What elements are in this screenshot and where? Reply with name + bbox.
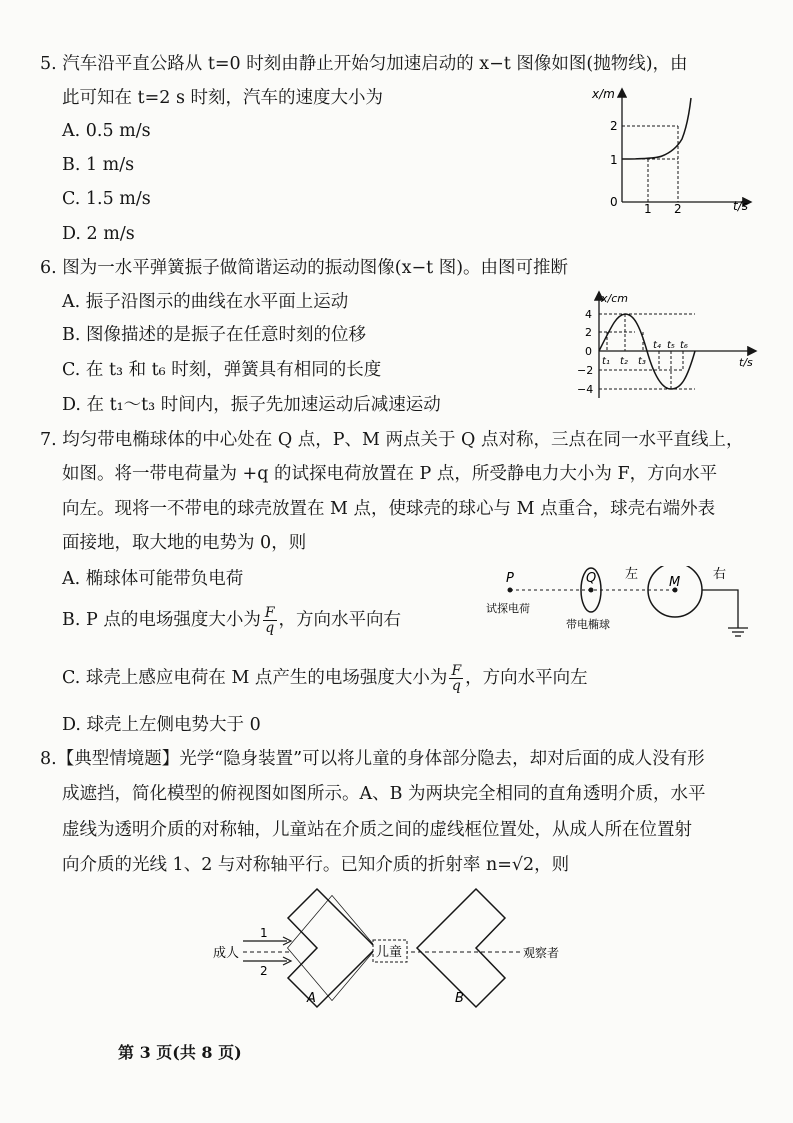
q6-vibration-graph — [575, 288, 760, 408]
q6-option-c[interactable]: C. 在 t₃ 和 t₆ 时刻，弹簧具有相同的长度 — [62, 360, 382, 380]
q7-label-m: M — [669, 575, 681, 590]
q7-option-c[interactable] — [62, 664, 588, 693]
q8-label-ray2: 2 — [260, 964, 268, 978]
q7-label-p: P — [506, 571, 514, 586]
q8-invisibility-diagram — [205, 885, 595, 1010]
q7-option-c-text: C. 球壳上感应电荷在 M 点产生的电场强度大小为 — [62, 668, 448, 688]
q5-xt-graph — [590, 84, 760, 214]
q7-point-p — [508, 588, 513, 593]
q6-t6: t₆ — [680, 340, 688, 351]
q8-medium-b — [417, 889, 505, 1007]
q6-option-b[interactable]: B. 图像描述的是振子在任意时刻的位移 — [62, 325, 366, 345]
q6-t5: t₅ — [667, 340, 675, 351]
q5-xlabel: t/s — [733, 199, 748, 213]
q5-stem-line1: 5. 汽车沿平直公路从 t=0 时刻由静止开始匀加速启动的 x−t 图像如图(抛物线)，由 — [40, 54, 688, 74]
q7-label-left: 左 — [625, 567, 639, 582]
q6-ytick-neg4: −4 — [577, 383, 594, 396]
q7-option-b-fraction: $\frac{F}{q}$ — [264, 605, 275, 636]
q8-stem-line3: 虚线为透明介质的对称轴，儿童站在介质之间的虚线框位置处，从成人所在位置射 — [62, 820, 692, 840]
q5-xtick-1: 1 — [644, 202, 652, 214]
q5-option-b[interactable]: B. 1 m/s — [62, 155, 135, 175]
q6-option-a[interactable]: A. 振子沿图示的曲线在水平面上运动 — [62, 292, 349, 312]
q7-option-c-fraction: $\frac{F}{q}$ — [451, 663, 462, 694]
q5-option-a[interactable]: A. 0.5 m/s — [62, 121, 151, 141]
q6-t4: t₄ — [653, 340, 661, 351]
q8-stem-line4: 向介质的光线 1、2 与对称轴平行。已知介质的折射率 n=√2，则 — [62, 855, 570, 875]
q8-label-a: A — [307, 991, 316, 1006]
q5-stem-line2: 此可知在 t=2 s 时刻，汽车的速度大小为 — [62, 88, 383, 108]
q6-origin: 0 — [585, 345, 592, 358]
q6-t3: t₃ — [638, 356, 646, 367]
q6-ylabel: x/cm — [601, 292, 628, 305]
q7-stem-line4: 面接地，取大地的电势为 0，则 — [62, 533, 307, 553]
q7-ground-wire — [702, 590, 738, 628]
q6-ytick-4: 4 — [585, 308, 592, 321]
q6-option-d[interactable]: D. 在 t₁～t₃ 时间内，振子先加速运动后减速运动 — [62, 395, 441, 415]
q7-label-probe: 试探电荷 — [486, 602, 530, 615]
q7-option-c-direction: ，方向水平向左 — [465, 668, 588, 688]
q8-label-b: B — [455, 991, 464, 1006]
q7-option-b-direction: ，方向水平向右 — [278, 610, 402, 630]
q7-label-ellipsoid: 带电椭球 — [566, 618, 610, 631]
q6-ytick-neg2: −2 — [577, 364, 594, 377]
q7-option-a[interactable]: A. 椭球体可能带负电荷 — [62, 569, 244, 589]
q5-ytick-1: 1 — [610, 153, 618, 167]
q6-ytick-2: 2 — [585, 326, 592, 339]
q7-field-diagram — [480, 566, 755, 646]
q5-option-c[interactable]: C. 1.5 m/s — [62, 189, 151, 209]
q6-stem: 6. 图为一水平弹簧振子做简谐运动的振动图像(x−t 图)。由图可推断 — [40, 258, 569, 278]
q8-label-adult: 成人 — [213, 946, 240, 961]
q7-point-q — [589, 588, 594, 593]
q7-stem-line3: 向左。现将一不带电的球壳放置在 M 点，使球壳的球心与 M 点重合，球壳右端外表 — [62, 499, 716, 519]
q5-origin: 0 — [610, 195, 618, 209]
q8-stem-line1: 8.【典型情境题】光学“隐身装置”可以将儿童的身体部分隐去，却对后面的成人没有形 — [40, 749, 705, 769]
q8-label-observer: 观察者 — [523, 946, 560, 960]
page-footer: 第 3 页(共 8 页) — [118, 1043, 242, 1062]
q5-xtick-2: 2 — [674, 202, 682, 214]
q5-ytick-2: 2 — [610, 119, 618, 133]
q7-stem-line1: 7. 均匀带电椭球体的中心处在 Q 点，P、M 两点关于 Q 点对称，三点在同一水平直线上， — [40, 430, 744, 450]
q7-option-b[interactable] — [62, 606, 401, 635]
q7-label-right: 右 — [713, 567, 727, 582]
q5-ylabel: x/m — [592, 87, 615, 101]
q6-t1: t₁ — [602, 356, 610, 367]
q8-label-child: 儿童 — [376, 945, 403, 960]
q8-label-ray1: 1 — [260, 926, 268, 940]
q7-option-d[interactable]: D. 球壳上左侧电势大于 0 — [62, 715, 261, 735]
q6-xlabel: t/s — [739, 356, 753, 369]
q7-stem-line2: 如图。将一带电荷量为 +q 的试探电荷放置在 P 点，所受静电力大小为 F，方向水平 — [62, 464, 718, 484]
q8-stem-line2: 成遮挡，简化模型的俯视图如图所示。A、B 为两块完全相同的直角透明介质，水平 — [62, 784, 706, 804]
q6-t2: t₂ — [620, 356, 628, 367]
q5-option-d[interactable]: D. 2 m/s — [62, 224, 135, 244]
q7-option-b-text: B. P 点的电场强度大小为 — [62, 610, 261, 630]
q7-label-q: Q — [586, 571, 597, 586]
q5-parabola — [622, 98, 691, 159]
